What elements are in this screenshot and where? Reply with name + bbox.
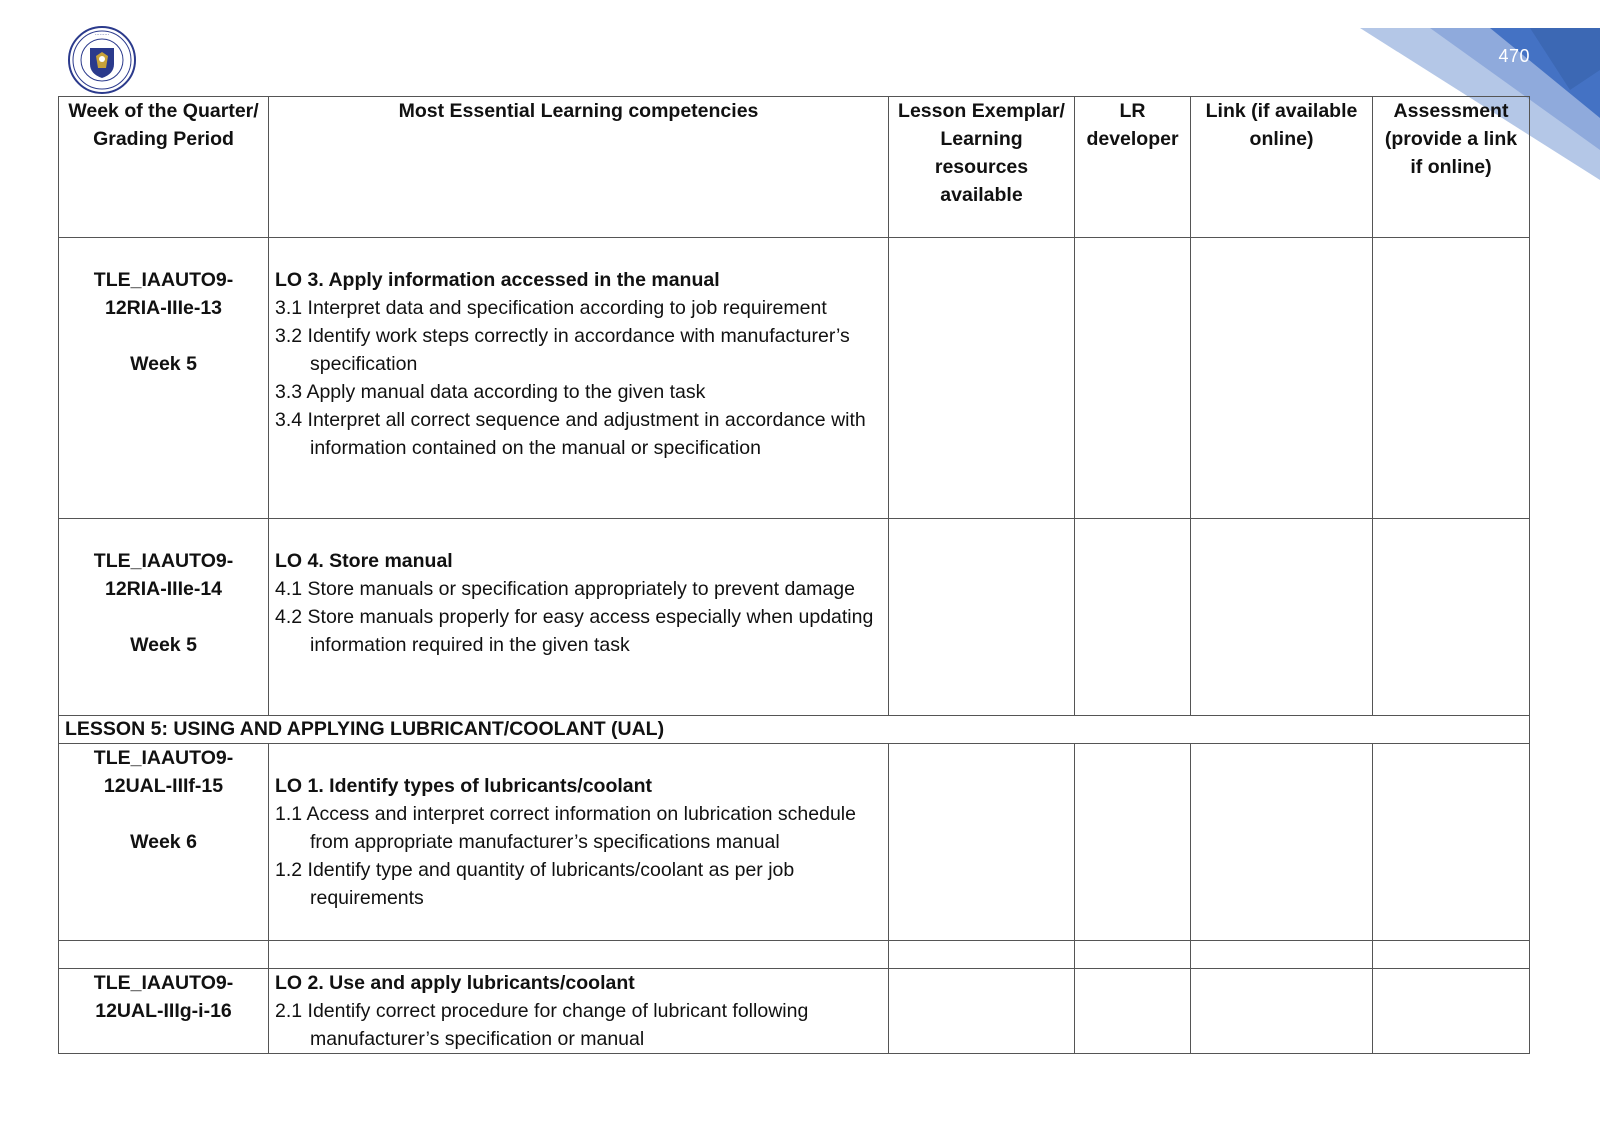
competency-item: 3.2 Identify work steps correctly in accordance with manufacturer’s specification <box>275 325 850 375</box>
competency-cell <box>269 969 889 1054</box>
empty-cell <box>889 519 1075 716</box>
competency-cell <box>269 744 889 941</box>
competency-code: TLE_IAAUTO9-12RIA-IIIe-14 <box>93 550 234 600</box>
header-link: Link (if available online) <box>1191 97 1373 238</box>
week-label: Week 6 <box>130 831 197 853</box>
header-competencies: Most Essential Learning competencies <box>269 97 889 238</box>
competency-item: 3.4 Interpret all correct sequence and adjustment in accordance with information contained on the manual or specification <box>275 409 866 459</box>
week-cell <box>59 519 269 716</box>
empty-cell <box>1373 519 1530 716</box>
competency-item: 1.2 Identify type and quantity of lubricants/coolant as per job requirements <box>275 859 795 909</box>
week-cell <box>59 238 269 519</box>
empty-cell <box>1075 969 1191 1054</box>
empty-cell <box>1191 969 1373 1054</box>
empty-cell <box>1191 941 1373 969</box>
competency-cell <box>269 519 889 716</box>
page-number: 470 <box>1498 46 1530 66</box>
lo-title: LO 4. Store manual <box>275 550 453 572</box>
competency-item: 1.1 Access and interpret correct information on lubrication schedule from appropriate manufacturer’s specifications manual <box>275 803 856 853</box>
week-label: Week 5 <box>130 353 197 375</box>
empty-cell <box>1075 744 1191 941</box>
table-row <box>59 238 1530 519</box>
competency-item: 2.1 Identify correct procedure for change of lubricant following manufacturer’s specification or manual <box>275 1000 809 1050</box>
empty-cell <box>1373 238 1530 519</box>
lesson-heading: LESSON 5: USING AND APPLYING LUBRICANT/COOLANT (UAL) <box>59 716 1530 744</box>
competency-code: TLE_IAAUTO9-12UAL-IIIg-i-16 <box>93 972 234 1022</box>
empty-cell <box>1075 941 1191 969</box>
mel-table <box>58 96 1530 1054</box>
lo-title: LO 1. Identify types of lubricants/coolant <box>275 775 653 797</box>
header-lr-developer: LR developer <box>1075 97 1191 238</box>
deped-seal-logo <box>68 26 136 94</box>
empty-cell <box>889 744 1075 941</box>
table-header-row <box>59 97 1530 238</box>
header-lesson-exemplar: Lesson Exemplar/ Learning resources available <box>889 97 1075 238</box>
empty-cell <box>1191 744 1373 941</box>
empty-cell <box>1075 519 1191 716</box>
empty-cell <box>1373 969 1530 1054</box>
empty-cell <box>1191 238 1373 519</box>
empty-cell <box>59 941 269 969</box>
header-assessment: Assessment (provide a link if online) <box>1373 97 1530 238</box>
competency-cell <box>269 238 889 519</box>
header-week: Week of the Quarter/ Grading Period <box>59 97 269 238</box>
lo-title: LO 3. Apply information accessed in the manual <box>275 269 720 291</box>
empty-cell <box>1373 744 1530 941</box>
lo-title: LO 2. Use and apply lubricants/coolant <box>275 972 635 994</box>
week-label: Week 5 <box>130 634 197 656</box>
competency-item: 3.1 Interpret data and specification according to job requirement <box>275 297 827 319</box>
competency-item: 3.3 Apply manual data according to the given task <box>275 381 706 403</box>
competency-code: TLE_IAAUTO9-12RIA-IIIe-13 <box>93 269 234 319</box>
empty-cell <box>1075 238 1191 519</box>
empty-cell <box>1191 519 1373 716</box>
week-cell <box>59 969 269 1054</box>
empty-row <box>59 941 1530 969</box>
empty-cell <box>889 969 1075 1054</box>
week-cell <box>59 744 269 941</box>
competency-code: TLE_IAAUTO9-12UAL-IIIf-15 <box>93 747 234 797</box>
competency-item: 4.2 Store manuals properly for easy access especially when updating information required in the given task <box>275 606 874 656</box>
empty-cell <box>269 941 889 969</box>
lesson-heading-row <box>59 716 1530 744</box>
table-row <box>59 969 1530 1054</box>
empty-cell <box>889 238 1075 519</box>
table-row <box>59 519 1530 716</box>
competency-item: 4.1 Store manuals or specification appropriately to prevent damage <box>275 578 855 600</box>
empty-cell <box>1373 941 1530 969</box>
table-row <box>59 744 1530 941</box>
empty-cell <box>889 941 1075 969</box>
svg-text:·········: ········· <box>94 32 110 38</box>
